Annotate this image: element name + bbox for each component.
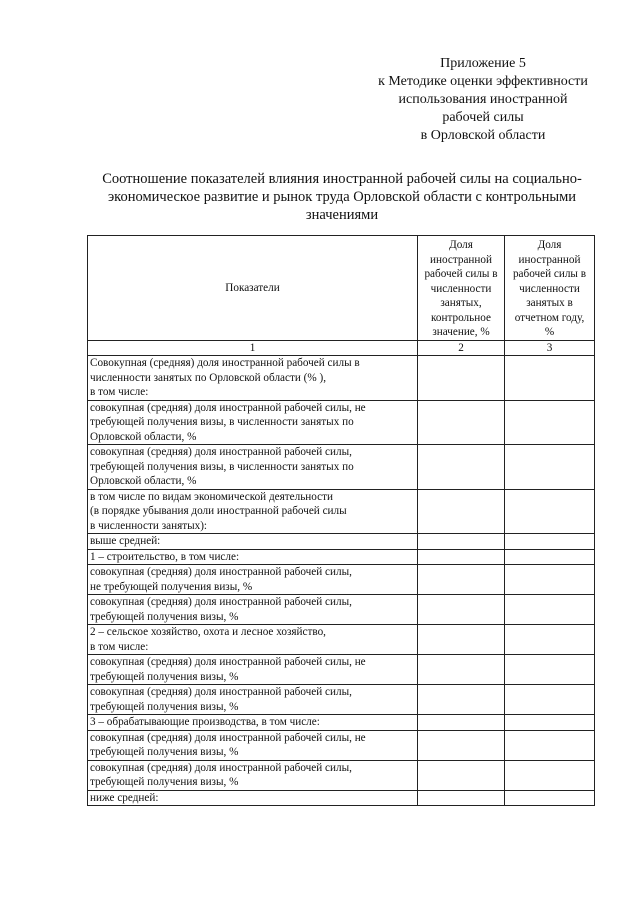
table-row xyxy=(88,489,595,534)
reporting-value-cell xyxy=(505,715,595,731)
indicator-cell xyxy=(88,685,418,715)
indicator-line: совокупная (средняя) доля иностранной рабочей силы, xyxy=(90,596,352,608)
header-line: контрольное xyxy=(431,311,491,324)
indicator-cell xyxy=(88,549,418,565)
control-value-cell xyxy=(418,625,505,655)
control-value-cell xyxy=(418,549,505,565)
table-row xyxy=(88,730,595,760)
reporting-value-cell xyxy=(505,595,595,625)
indicator-cell xyxy=(88,445,418,490)
appendix-line: рабочей силы xyxy=(442,110,524,125)
indicator-line: совокупная (средняя) доля иностранной рабочей силы, не xyxy=(90,656,366,668)
indicator-line: в том числе по видам экономической деятельности xyxy=(90,490,334,503)
indicator-cell xyxy=(88,655,418,685)
reporting-value-cell xyxy=(505,534,595,550)
indicator-line: совокупная (средняя) доля иностранной рабочей силы, xyxy=(90,761,352,774)
indicator-line: ниже средней: xyxy=(90,791,159,804)
header-reporting-year xyxy=(505,236,595,341)
header-line: иностранной xyxy=(518,253,581,266)
indicator-line: совокупная (средняя) доля иностранной рабочей силы, не xyxy=(90,731,366,744)
appendix-line: к Методике оценки эффективности xyxy=(378,74,588,89)
control-value-cell xyxy=(418,685,505,715)
table-row xyxy=(88,790,595,806)
indicator-cell xyxy=(88,790,418,806)
table-row xyxy=(88,565,595,595)
reporting-value-cell xyxy=(505,445,595,490)
document-title xyxy=(80,170,604,224)
control-value-cell xyxy=(418,489,505,534)
column-number: 3 xyxy=(505,341,595,356)
control-value-cell xyxy=(418,565,505,595)
indicator-line: совокупная (средняя) доля иностранной рабочей силы, xyxy=(90,566,352,578)
header-control-value xyxy=(418,236,505,341)
reporting-value-cell xyxy=(505,356,595,401)
indicator-cell xyxy=(88,400,418,445)
header-line: рабочей силы в xyxy=(424,268,498,280)
indicator-line: совокупная (средняя) доля иностранной рабочей силы, не xyxy=(90,401,366,414)
indicator-line: в том числе: xyxy=(90,386,149,398)
control-value-cell xyxy=(418,534,505,550)
appendix-line: использования иностранной xyxy=(398,92,568,107)
control-value-cell xyxy=(418,715,505,731)
table-row xyxy=(88,534,595,550)
indicator-line: совокупная (средняя) доля иностранной рабочей силы, xyxy=(90,686,352,698)
indicator-line: требующей получения визы, % xyxy=(90,610,239,623)
indicator-cell xyxy=(88,565,418,595)
indicator-line: не требующей получения визы, % xyxy=(90,580,253,593)
title-line: экономическое развитие и рынок труда Орловской области с контрольными xyxy=(107,189,577,205)
indicator-line: требующей получения визы, в численности занятых по xyxy=(90,416,354,428)
header-line: численности xyxy=(430,282,492,295)
indicator-cell xyxy=(88,730,418,760)
header-line: занятых в xyxy=(526,297,573,309)
control-value-cell xyxy=(418,760,505,790)
reporting-value-cell xyxy=(505,685,595,715)
control-value-cell xyxy=(418,400,505,445)
indicator-cell xyxy=(88,356,418,401)
indicator-line: численности занятых по Орловской области (% ), xyxy=(90,371,326,384)
indicator-line: 2 – сельское хозяйство, охота и лесное хозяйство, xyxy=(90,626,326,638)
indicator-line: требующей получения визы, в численности занятых по xyxy=(90,460,354,473)
table-row xyxy=(88,445,595,490)
indicator-line: в численности занятых): xyxy=(90,519,208,532)
indicator-line: 1 – строительство, в том числе: xyxy=(90,550,240,563)
control-value-cell xyxy=(418,356,505,401)
indicator-line: 3 – обрабатывающие производства, в том числе: xyxy=(90,716,320,728)
reporting-value-cell xyxy=(505,655,595,685)
indicator-cell xyxy=(88,534,418,550)
reporting-value-cell xyxy=(505,565,595,595)
indicator-cell xyxy=(88,760,418,790)
indicator-cell xyxy=(88,625,418,655)
indicator-line: совокупная (средняя) доля иностранной рабочей силы, xyxy=(90,446,352,458)
reporting-value-cell xyxy=(505,760,595,790)
indicator-cell xyxy=(88,489,418,534)
appendix-line: Приложение 5 xyxy=(440,56,526,71)
table-row xyxy=(88,715,595,731)
title-line: значениями xyxy=(305,207,379,223)
indicator-line: требующей получения визы, % xyxy=(90,700,239,713)
header-line: значение, % xyxy=(432,326,490,338)
indicator-line: в том числе: xyxy=(90,640,149,653)
reporting-value-cell xyxy=(505,489,595,534)
header-line: численности xyxy=(519,282,580,295)
reporting-value-cell xyxy=(505,549,595,565)
indicator-line: (в порядке убывания доли иностранной рабочей силы xyxy=(90,505,347,517)
header-indicators: Показатели xyxy=(88,236,418,341)
appendix-line: в Орловской области xyxy=(420,128,546,143)
indicator-line: выше средней: xyxy=(90,535,161,547)
appendix-header xyxy=(340,55,626,145)
table-header-row xyxy=(88,236,595,341)
indicator-cell xyxy=(88,715,418,731)
indicator-line: Орловской области, % xyxy=(90,430,197,443)
table-row xyxy=(88,595,595,625)
control-value-cell xyxy=(418,790,505,806)
indicator-line: требующей получения визы, % xyxy=(90,670,239,683)
control-value-cell xyxy=(418,445,505,490)
header-line: % xyxy=(544,326,555,338)
table-row xyxy=(88,685,595,715)
indicator-line: Совокупная (средняя) доля иностранной рабочей силы в xyxy=(90,357,360,369)
indicators-table xyxy=(87,235,595,806)
column-number: 1 xyxy=(88,341,418,356)
indicator-line: требующей получения визы, % xyxy=(90,776,239,788)
header-line: рабочей силы в xyxy=(512,268,587,280)
indicator-cell xyxy=(88,595,418,625)
table-row xyxy=(88,760,595,790)
reporting-value-cell xyxy=(505,790,595,806)
table-row xyxy=(88,655,595,685)
control-value-cell xyxy=(418,730,505,760)
header-line: отчетном году, xyxy=(514,311,585,324)
column-number: 2 xyxy=(418,341,505,356)
header-line: Доля xyxy=(537,239,562,251)
indicator-line: Орловской области, % xyxy=(90,475,197,487)
control-value-cell xyxy=(418,655,505,685)
table-row xyxy=(88,625,595,655)
reporting-value-cell xyxy=(505,730,595,760)
control-value-cell xyxy=(418,595,505,625)
indicator-line: требующей получения визы, % xyxy=(90,746,239,758)
column-numbers-row xyxy=(88,341,595,356)
title-line: Соотношение показателей влияния иностранной рабочей силы на социально- xyxy=(102,171,582,187)
reporting-value-cell xyxy=(505,625,595,655)
header-line: занятых, xyxy=(440,297,482,309)
header-line: Доля xyxy=(449,239,473,251)
table-row xyxy=(88,549,595,565)
header-line: иностранной xyxy=(430,253,492,266)
table-row xyxy=(88,356,595,401)
table-row xyxy=(88,400,595,445)
reporting-value-cell xyxy=(505,400,595,445)
